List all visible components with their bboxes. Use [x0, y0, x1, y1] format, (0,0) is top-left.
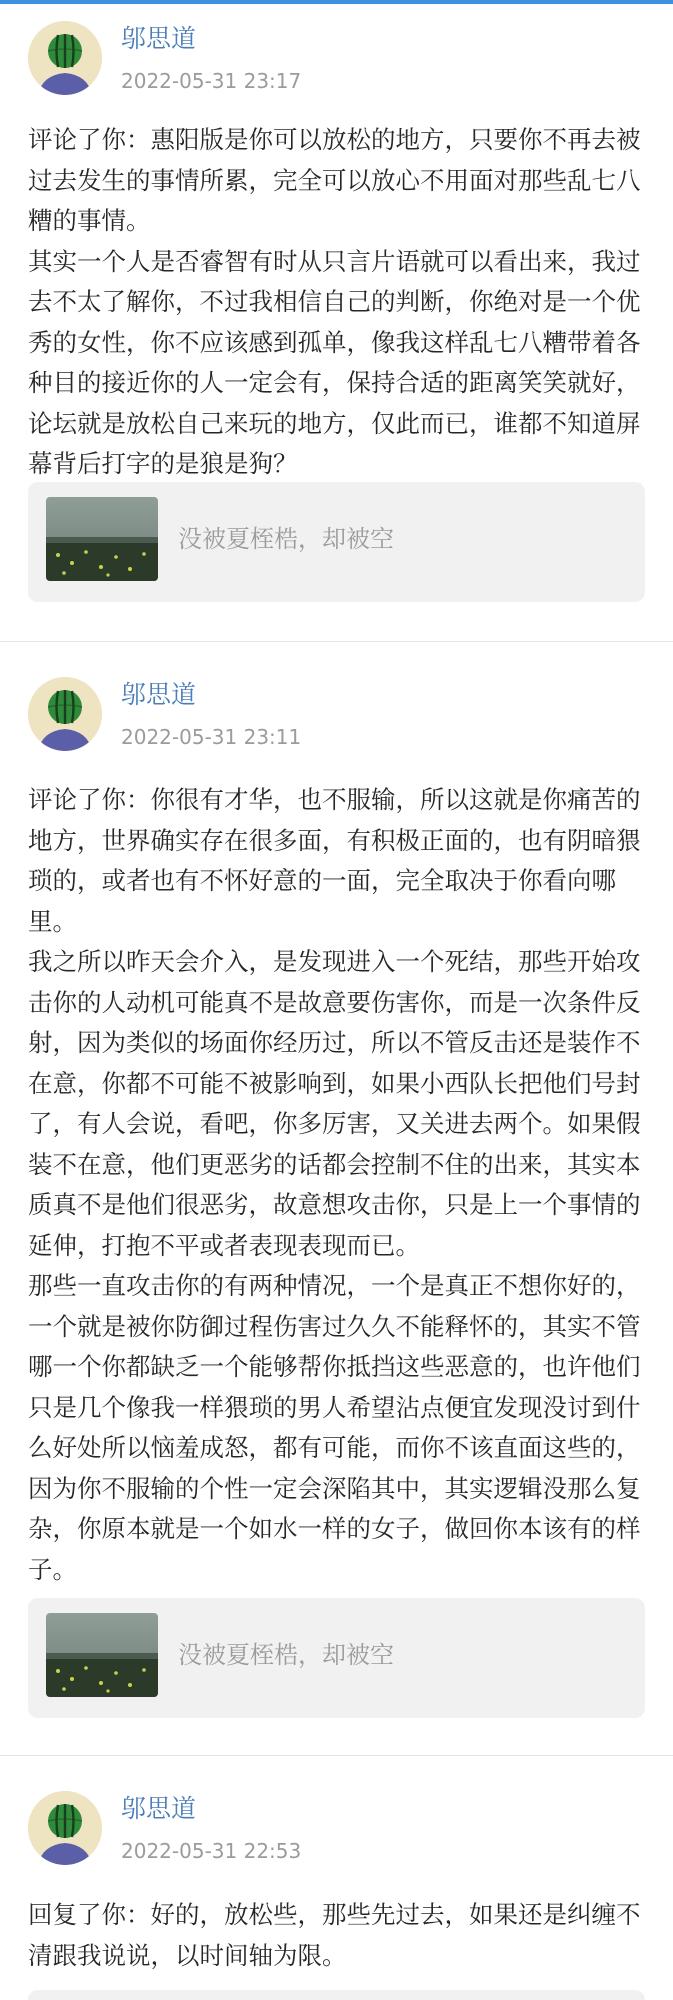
- post-timestamp: 2022-05-31 23:17: [121, 69, 302, 93]
- linked-post-card[interactable]: [28, 482, 645, 602]
- post-timestamp: 2022-05-31 22:53: [121, 1839, 302, 1863]
- comment-paragraph: 其实一个人是否睿智有时从只言片语就可以看出来，我过去不太了解你，不过我相信自己的判断，你绝对是一个优秀的女性，你不应该感到孤单，像我这样乱七八糟带着各种目的接近你的人一定会有，保持合适的距离笑笑就好，论坛就是放松自己来玩的地方，仅此而已，谁都不知道屏幕背后打字的是狼是狗？: [28, 246, 641, 478]
- comment-paragraph: 评论了你：你很有才华，也不服输，所以这就是你痛苦的地方，世界确实存在很多面，有积极正面的，也有阴暗猥琐的，或者也有不怀好意的一面，完全取决于你看向哪里。: [28, 785, 641, 936]
- post-body: [28, 120, 648, 485]
- linked-post-title: 没被夏桎梏，却被空: [178, 525, 394, 553]
- watermelon-avatar-icon: [28, 1791, 102, 1865]
- author-name[interactable]: 邬思道: [121, 1794, 197, 1823]
- author-avatar[interactable]: [28, 21, 102, 95]
- post-timestamp: 2022-05-31 23:11: [121, 725, 302, 749]
- comment-paragraph: 我之所以昨天会介入，是发现进入一个死结，那些开始攻击你的人动机可能真不是故意要伤害你，而是一次条件反射，因为类似的场面你经历过，所以不管反击还是装作不在意，你都不可能不被影响到，如果小西队长把他们号封了，有人会说，看吧，你多厉害，又关进去两个。如果假装不在意，他们更恶劣的话都会控制不住的出来，其实本质真不是他们很恶劣，故意想攻击你，只是上一个事情的延伸，打抱不平或者表现表现而已。: [28, 947, 641, 1260]
- author-name[interactable]: 邬思道: [121, 24, 197, 53]
- top-accent-bar: [0, 0, 673, 4]
- linked-post-card[interactable]: [28, 1990, 645, 2000]
- linked-post-title: 没被夏桎梏，却被空: [178, 1641, 394, 1669]
- comment-paragraph: 评论了你：惠阳版是你可以放松的地方，只要你不再去被过去发生的事情所累，完全可以放心不用面对那些乱七八糟的事情。: [28, 125, 641, 235]
- post-body: [28, 780, 648, 1590]
- watermelon-avatar-icon: [28, 21, 102, 95]
- feed-divider: [0, 1755, 673, 1756]
- author-avatar[interactable]: [28, 677, 102, 751]
- comment-paragraph: 回复了你：好的，放松些，那些先过去，如果还是纠缠不清跟我说说，以时间轴为限。: [28, 1900, 641, 1970]
- landscape-thumbnail-image: [46, 1613, 158, 1697]
- feed-divider: [0, 641, 673, 642]
- author-avatar[interactable]: [28, 1791, 102, 1865]
- linked-post-card[interactable]: [28, 1598, 645, 1718]
- watermelon-avatar-icon: [28, 677, 102, 751]
- landscape-thumbnail-image: [46, 497, 158, 581]
- author-name[interactable]: 邬思道: [121, 680, 197, 709]
- comment-paragraph: 那些一直攻击你的有两种情况，一个是真正不想你好的，一个就是被你防御过程伤害过久久不能释怀的，其实不管哪一个你都缺乏一个能够帮你抵挡这些恶意的，也许他们只是几个像我一样猥琐的男人希望沾点便宜发现没讨到什么好处所以恼羞成怒，都有可能，而你不该直面这些的，因为你不服输的个性一定会深陷其中，其实逻辑没那么复杂，你原本就是一个如水一样的女子，做回你本该有的样子。: [28, 1271, 641, 1584]
- post-body: [28, 1895, 648, 1976]
